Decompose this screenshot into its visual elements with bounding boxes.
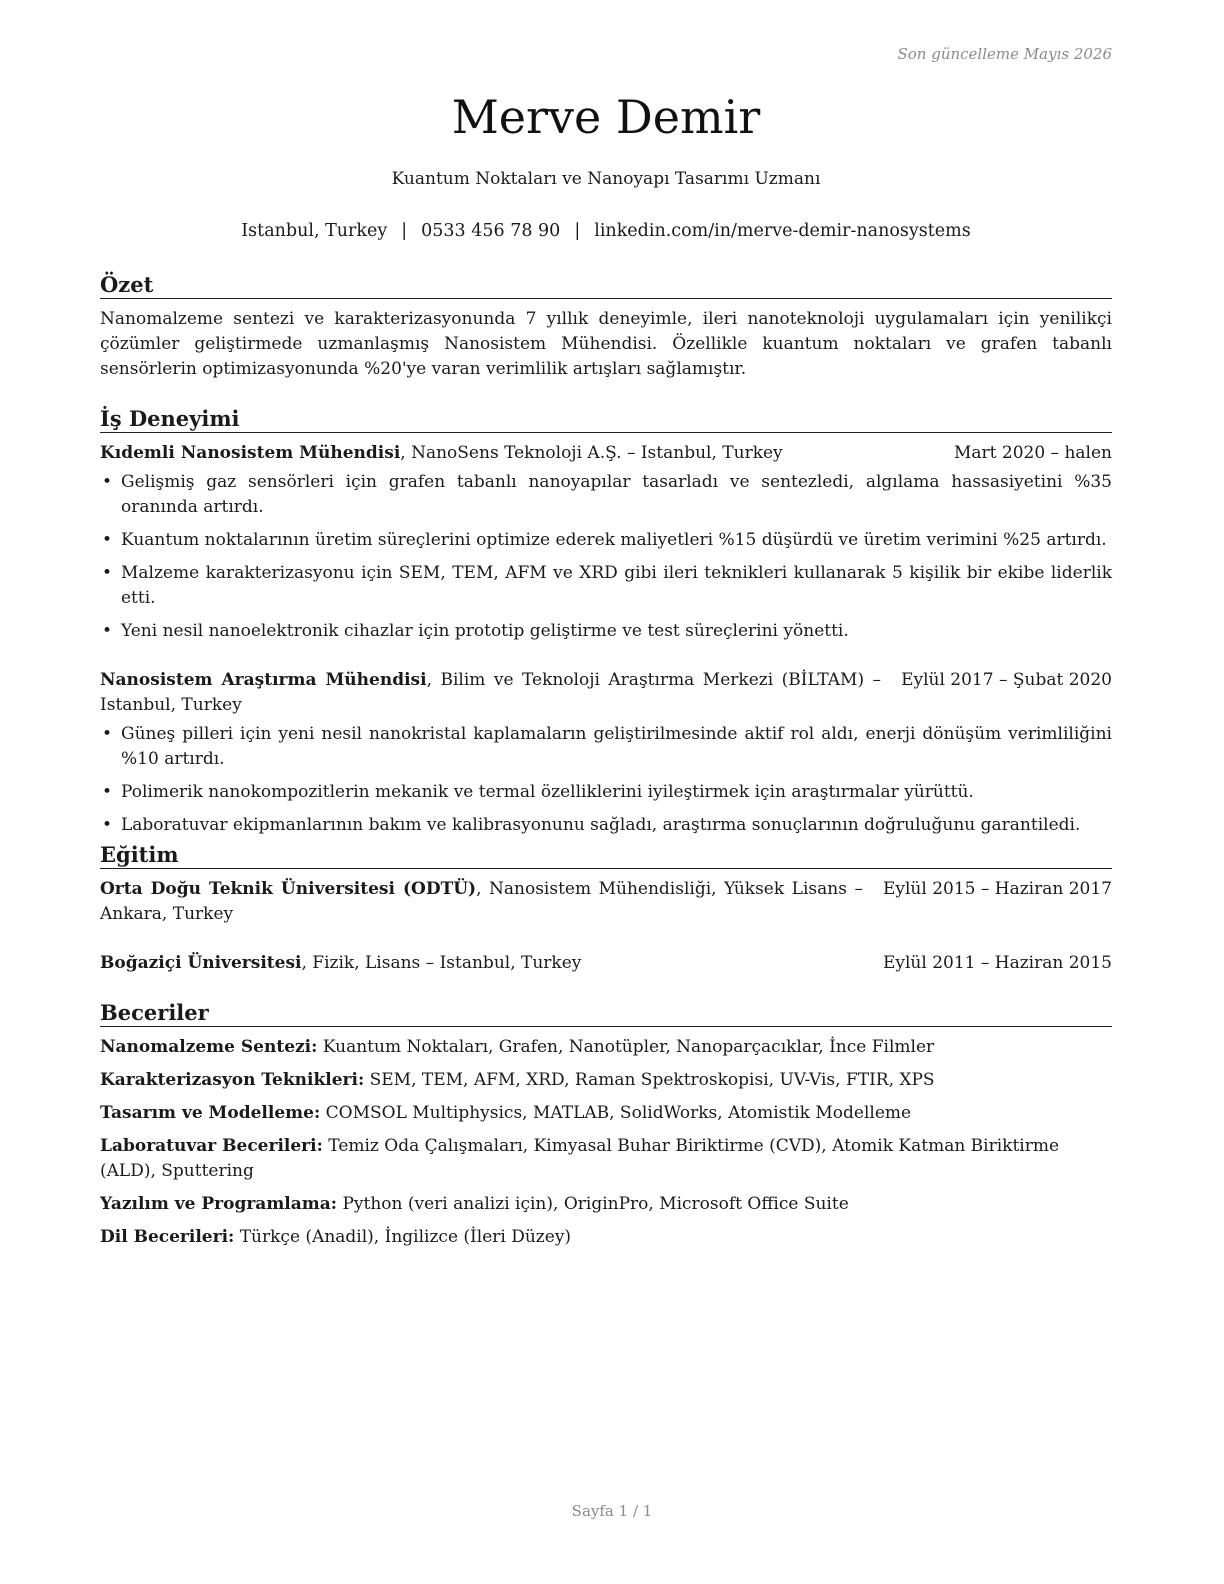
skill-row [100,1134,1112,1184]
list-item: • Polimerik nanokompozitlerin mekanik ve termal özelliklerini iyileştirmek için araştırmalar yürüttü. [100,780,1112,805]
job-dates: Eylül 2017 – Şubat 2020 [901,670,1112,690]
list-item: • Laboratuvar ekipmanlarının bakım ve kalibrasyonunu sağladı, araştırma sonuçlarının doğruluğunu garantiledi. [100,813,1112,838]
bullet-icon: • [102,815,113,835]
job-entry [100,668,1112,838]
resume-page [100,0,1112,1584]
job-organization: , Bilim ve Teknoloji Araştırma Merkezi (BİLTAM) – Istanbul, Turkey [100,670,882,715]
bullet-icon: • [102,472,113,492]
page-number-footer: Sayfa 1 / 1 [571,1502,653,1520]
education-dates: Eylül 2011 – Haziran 2015 [882,953,1112,973]
summary-heading: Özet [100,272,1112,299]
skill-row [100,1101,1112,1126]
job-role: Nanosistem Araştırma Mühendisi [100,670,427,690]
skill-label: Dil Becerileri: [100,1227,235,1247]
job-bullets [100,470,1112,644]
skill-row [100,1225,1112,1250]
education-entry [100,951,1112,976]
skill-row [100,1035,1112,1060]
degree-detail: , Fizik, Lisans – Istanbul, Turkey [301,953,582,973]
list-item: • Yeni nesil nanoelektronik cihazlar için prototip geliştirme ve test süreçlerini yönetti. [100,619,1112,644]
school-name: Orta Doğu Teknik Üniversitesi (ODTÜ) [100,879,477,899]
contact-phone: 0533 456 78 90 [421,221,561,241]
bullet-icon: • [102,530,113,550]
skill-row [100,1068,1112,1093]
last-updated-note: Son güncelleme Mayıs 2026 [897,45,1112,63]
bullet-icon: • [102,563,113,583]
contact-separator: | [574,221,581,241]
contact-linkedin-link[interactable]: linkedin.com/in/merve-demir-nanosystems [594,221,971,241]
job-dates: Mart 2020 – halen [953,443,1112,463]
candidate-name: Merve Demir [451,90,761,144]
education-entry [100,877,1112,927]
job-bullets [100,722,1112,838]
skill-value: Kuantum Noktaları, Grafen, Nanotüpler, Nanoparçacıklar, İnce Filmler [317,1037,935,1057]
contact-location: Istanbul, Turkey [241,221,388,241]
skill-value: Python (veri analizi için), OriginPro, Microsoft Office Suite [337,1194,849,1214]
school-name: Boğaziçi Üniversitesi [100,953,302,973]
contact-line [100,219,1112,243]
skill-label: Tasarım ve Modelleme: [100,1103,321,1123]
skill-label: Yazılım ve Programlama: [100,1194,338,1214]
skill-row [100,1192,1112,1217]
job-header [100,668,1112,718]
skill-value: COMSOL Multiphysics, MATLAB, SolidWorks, Atomistik Modelleme [320,1103,912,1123]
degree-detail: , Nanosistem Mühendisliği, Yüksek Lisans – Ankara, Turkey [100,879,863,924]
bullet-icon: • [102,724,113,744]
skill-label: Nanomalzeme Sentezi: [100,1037,318,1057]
job-header [100,441,1112,466]
skill-label: Laboratuvar Becerileri: [100,1136,323,1156]
list-item: • Malzeme karakterizasyonu için SEM, TEM, AFM ve XRD gibi ileri teknikleri kullanarak 5 kişilik bir ekibe liderlik etti. [102,563,1112,608]
job-role: Kıdemli Nanosistem Mühendisi [100,443,401,463]
list-item: • Gelişmiş gaz sensörleri için grafen tabanlı nanoyapılar tasarladı ve sentezledi, algılama hassasiyetini %35 oranında artırdı. [102,472,1112,517]
bullet-icon: • [102,782,113,802]
list-item: • Güneş pilleri için yeni nesil nanokristal kaplamaların geliştirilmesinde aktif rol aldı, enerji dönüşüm verimliliğini %10 artırdı. [102,724,1112,769]
skill-value: SEM, TEM, AFM, XRD, Raman Spektroskopisi, UV-Vis, FTIR, XPS [364,1070,935,1090]
candidate-title: Kuantum Noktaları ve Nanoyapı Tasarımı Uzmanı [391,169,821,189]
skill-value: Türkçe (Anadil), İngilizce (İleri Düzey) [234,1227,572,1247]
experience-heading: İş Deneyimi [100,406,1112,433]
contact-separator: | [401,221,408,241]
job-entry [100,441,1112,644]
skills-heading: Beceriler [100,1000,1112,1027]
education-dates: Eylül 2015 – Haziran 2017 [882,879,1112,899]
list-item: • Kuantum noktalarının üretim süreçlerini optimize ederek maliyetleri %15 düşürdü ve üretim verimini %25 artırdı. [100,528,1112,553]
education-section [100,842,1112,976]
summary-text: Nanomalzeme sentezi ve karakterizasyonunda 7 yıllık deneyimle, ileri nanoteknoloji uygulamaları için yenilikçi çözümler geliştirmede uzmanlaşmış Nanosistem Mühendisi. Özellikle kuantum noktaları ve grafen tabanlı sensörlerin optimizasyonunda %20'ye varan verimlilik artışları sağlamıştır. [100,309,1112,379]
bullet-icon: • [102,621,113,641]
summary-section [100,272,1112,382]
skill-label: Karakterizasyon Teknikleri: [100,1070,365,1090]
skills-section [100,1000,1112,1258]
education-heading: Eğitim [100,842,1112,869]
skill-value: Temiz Oda Çalışmaları, Kimyasal Buhar Biriktirme (CVD), Atomik Katman Biriktirme (ALD), Sputtering [100,1136,1060,1181]
experience-section [100,406,1112,846]
job-organization: , NanoSens Teknoloji A.Ş. – Istanbul, Turkey [400,443,783,463]
